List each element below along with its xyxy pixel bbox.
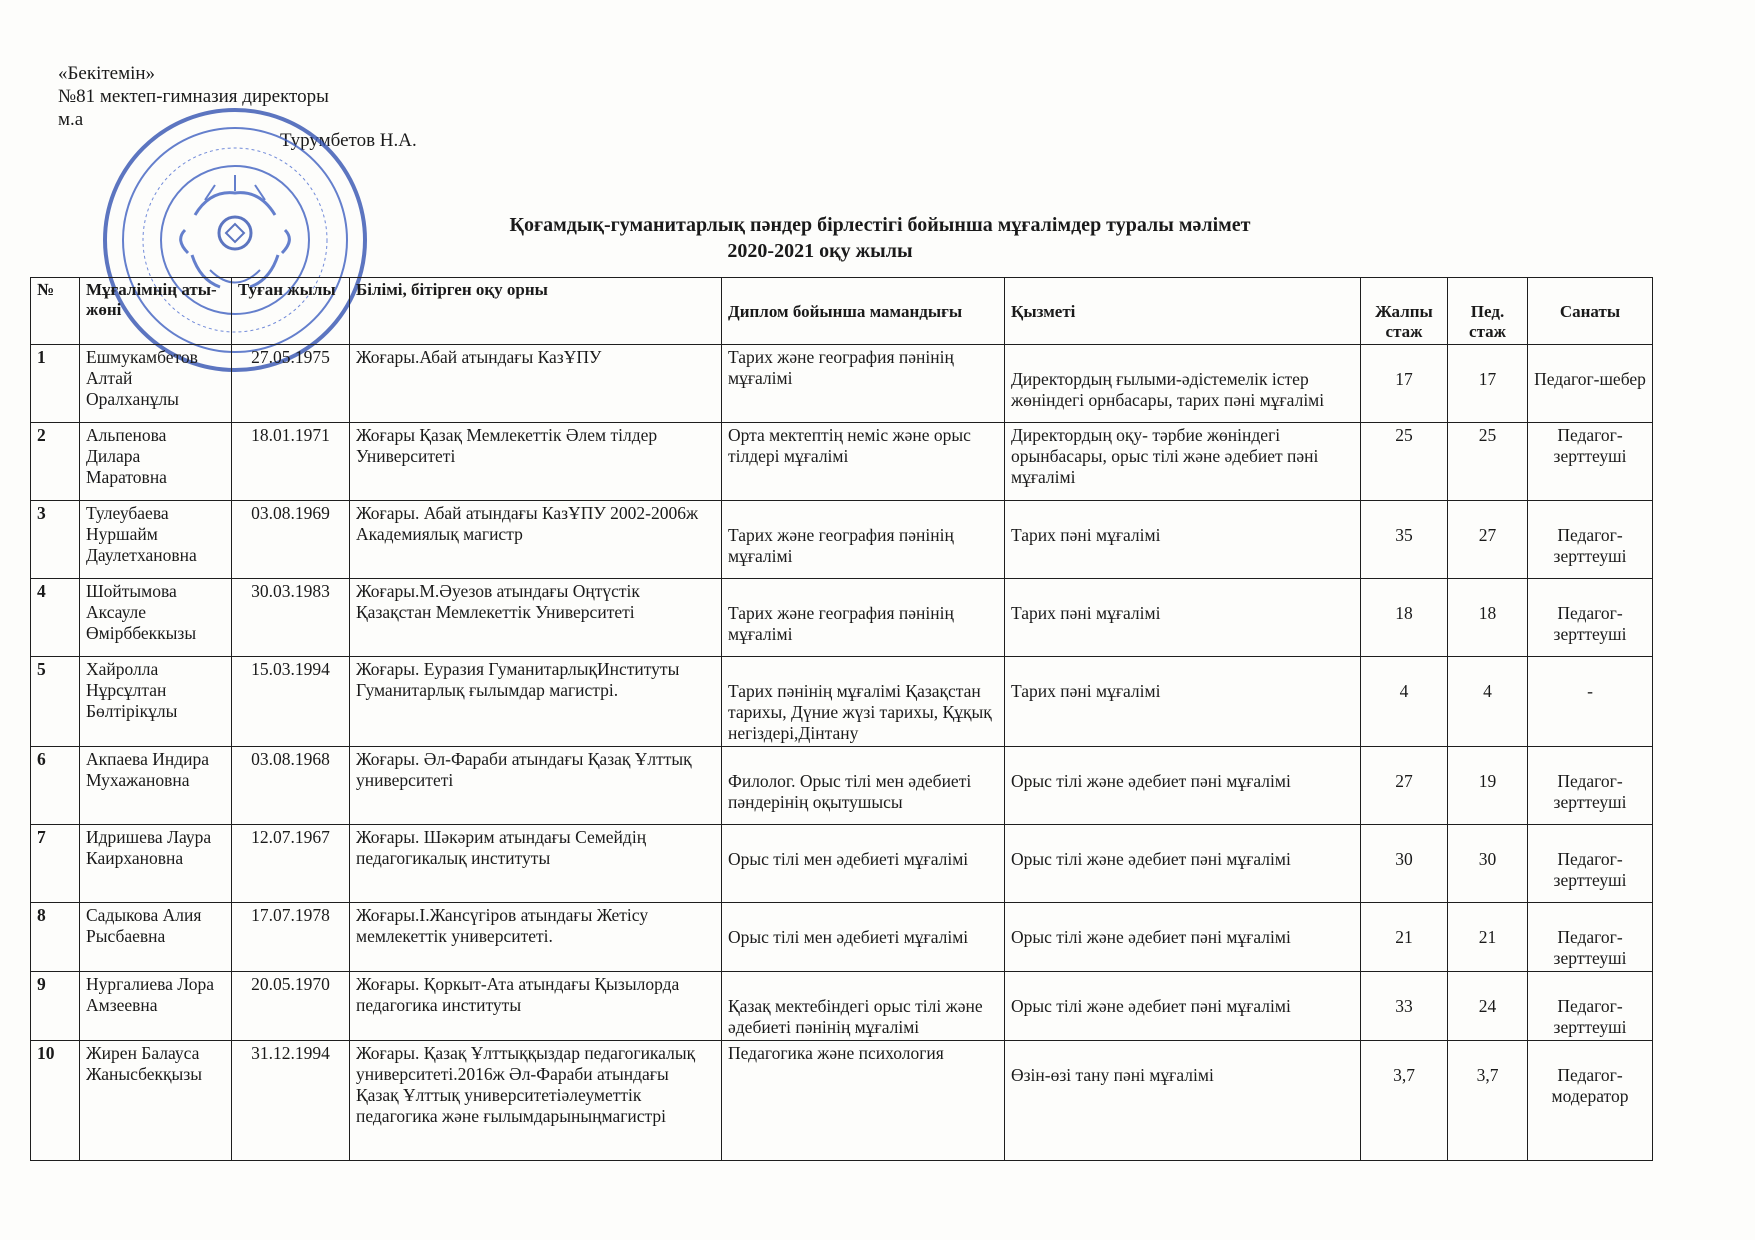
table-row (31, 1041, 1653, 1161)
cell-num: 5 (31, 657, 80, 747)
header-num: № (31, 278, 80, 345)
table-row (31, 579, 1653, 657)
table-row (31, 423, 1653, 501)
cell-total-experience: 25 (1361, 423, 1448, 501)
cell-specialty: Орта мектептің неміс және орыс тілдері мұғалімі (722, 423, 1005, 501)
cell-education: Жоғары. Әл-Фараби атындағы Қазақ Ұлттық университеті (350, 747, 722, 825)
table-row (31, 747, 1653, 825)
cell-total-experience: 17 (1361, 345, 1448, 423)
cell-specialty: Қазақ мектебіндегі орыс тілі және әдебиеті пәнінің мұғалімі (722, 972, 1005, 1041)
cell-ped-experience: 18 (1448, 579, 1528, 657)
cell-name: Акпаева Индира Мухажановна (80, 747, 232, 825)
cell-num: 10 (31, 1041, 80, 1161)
cell-num: 8 (31, 903, 80, 972)
cell-specialty: Орыс тілі мен әдебиеті мұғалімі (722, 903, 1005, 972)
cell-name: Жирен Балауса Жанысбекқызы (80, 1041, 232, 1161)
cell-education: Жоғары Қазақ Мемлекеттік Әлем тілдер Университеті (350, 423, 722, 501)
cell-position: Орыс тілі және әдебиет пәні мұғалімі (1005, 903, 1361, 972)
cell-position: Орыс тілі және әдебиет пәні мұғалімі (1005, 747, 1361, 825)
cell-total-experience: 35 (1361, 501, 1448, 579)
cell-category: Педагог-зерттеуші (1528, 972, 1653, 1041)
cell-ped-experience: 3,7 (1448, 1041, 1528, 1161)
header-specialty: Диплом бойынша мамандығы (722, 278, 1005, 345)
cell-category: Педагог-зерттеуші (1528, 501, 1653, 579)
cell-specialty: Тарих пәнінің мұғалімі Қазақстан тарихы, Дүние жүзі тарихы, Құқық негіздері,Дінтану (722, 657, 1005, 747)
cell-position: Тарих пәні мұғалімі (1005, 579, 1361, 657)
cell-specialty: Тарих және география пәнінің мұғалімі (722, 579, 1005, 657)
cell-year: 31.12.1994 (232, 1041, 350, 1161)
cell-category: Педагог-модератор (1528, 1041, 1653, 1161)
cell-position: Директордың ғылыми-әдістемелік істер жөніндегі орнбасары, тарих пәні мұғалімі (1005, 345, 1361, 423)
header-position: Қызметі (1005, 278, 1361, 345)
cell-name: Ешмукамбетов Алтай Оралханұлы (80, 345, 232, 423)
header-year: Туған жылы (232, 278, 350, 345)
cell-name: Шойтымова Аксауле Өмірббеккызы (80, 579, 232, 657)
approval-line-1: «Бекітемін» (58, 63, 156, 84)
cell-name: Идришева Лаура Каирхановна (80, 825, 232, 903)
table-row (31, 825, 1653, 903)
approval-line-3: м.а (58, 109, 84, 130)
cell-year: 30.03.1983 (232, 579, 350, 657)
header-category: Санаты (1528, 278, 1653, 345)
cell-education: Жоғары. Шәкәрим атындағы Семейдің педагогикалық институты (350, 825, 722, 903)
cell-total-experience: 21 (1361, 903, 1448, 972)
title-line-1: Қоғамдық-гуманитарлық пәндер бірлестігі бойынша мұғалімдер туралы мәлімет (509, 214, 1251, 236)
cell-specialty: Тарих және география пәнінің мұғалімі (722, 345, 1005, 423)
cell-num: 2 (31, 423, 80, 501)
table-header-row (31, 278, 1653, 345)
table-row (31, 903, 1653, 972)
cell-position: Өзін-өзі тану пәні мұғалімі (1005, 1041, 1361, 1161)
title-line-2: 2020-2021 оқу жылы (727, 240, 913, 262)
cell-num: 1 (31, 345, 80, 423)
cell-ped-experience: 19 (1448, 747, 1528, 825)
cell-specialty: Филолог. Орыс тілі мен әдебиеті пәндерінің оқытушысы (722, 747, 1005, 825)
cell-position: Орыс тілі және әдебиет пәні мұғалімі (1005, 825, 1361, 903)
cell-category: Педагог-зерттеуші (1528, 423, 1653, 501)
cell-category: - (1528, 657, 1653, 747)
cell-category: Педагог-зерттеуші (1528, 903, 1653, 972)
cell-specialty: Педагогика және психология (722, 1041, 1005, 1161)
cell-name: Садыкова Алия Рысбаевна (80, 903, 232, 972)
cell-total-experience: 33 (1361, 972, 1448, 1041)
cell-num: 4 (31, 579, 80, 657)
table-row (31, 501, 1653, 579)
cell-ped-experience: 30 (1448, 825, 1528, 903)
cell-category: Педагог-зерттеуші (1528, 747, 1653, 825)
header-total-experience: Жалпы стаж (1361, 278, 1448, 345)
cell-category: Педагог-зерттеуші (1528, 579, 1653, 657)
cell-total-experience: 3,7 (1361, 1041, 1448, 1161)
approval-line-2: №81 мектеп-гимназия директоры (58, 86, 329, 107)
cell-position: Тарих пәні мұғалімі (1005, 501, 1361, 579)
header-name: Мұғалімнің аты-жөні (80, 278, 232, 345)
cell-name: Хайролла Нұрсұлтан Бөлтірікұлы (80, 657, 232, 747)
table-row (31, 972, 1653, 1041)
teachers-table (30, 277, 1653, 1161)
table-row (31, 657, 1653, 747)
cell-year: 15.03.1994 (232, 657, 350, 747)
cell-specialty: Орыс тілі мен әдебиеті мұғалімі (722, 825, 1005, 903)
cell-ped-experience: 4 (1448, 657, 1528, 747)
cell-position: Директордың оқу- тәрбие жөніндегі орынбасары, орыс тілі және әдебиет пәні мұғалімі (1005, 423, 1361, 501)
cell-education: Жоғары. Еуразия ГуманитарлықИнституты Гуманитарлық ғылымдар магистрі. (350, 657, 722, 747)
cell-category: Педагог-зерттеуші (1528, 825, 1653, 903)
cell-education: Жоғары. Қазақ Ұлттыққыздар педагогикалық университеті.2016ж Әл-Фараби атындағы Қазақ Ұлттық университетіәлеуметтік педагогика және ғылымдарыныңмагистрі (350, 1041, 722, 1161)
cell-year: 03.08.1968 (232, 747, 350, 825)
cell-name: Альпенова Дилара Маратовна (80, 423, 232, 501)
cell-name: Нургалиева Лора Амзеевна (80, 972, 232, 1041)
cell-total-experience: 18 (1361, 579, 1448, 657)
cell-total-experience: 4 (1361, 657, 1448, 747)
cell-year: 20.05.1970 (232, 972, 350, 1041)
cell-num: 3 (31, 501, 80, 579)
director-name: Турумбетов Н.А. (280, 130, 417, 151)
cell-total-experience: 27 (1361, 747, 1448, 825)
header-education: Білімі, бітірген оқу орны (350, 278, 722, 345)
cell-ped-experience: 21 (1448, 903, 1528, 972)
cell-num: 6 (31, 747, 80, 825)
cell-name: Тулеубаева Нуршайм Даулетхановна (80, 501, 232, 579)
cell-ped-experience: 17 (1448, 345, 1528, 423)
cell-num: 9 (31, 972, 80, 1041)
cell-position: Тарих пәні мұғалімі (1005, 657, 1361, 747)
header-ped-experience: Пед. стаж (1448, 278, 1528, 345)
cell-ped-experience: 27 (1448, 501, 1528, 579)
cell-year: 12.07.1967 (232, 825, 350, 903)
cell-category: Педагог-шебер (1528, 345, 1653, 423)
cell-ped-experience: 25 (1448, 423, 1528, 501)
table-row (31, 345, 1653, 423)
cell-total-experience: 30 (1361, 825, 1448, 903)
cell-ped-experience: 24 (1448, 972, 1528, 1041)
cell-num: 7 (31, 825, 80, 903)
cell-education: Жоғары. Абай атындағы КазҰПУ 2002-2006ж Академиялық магистр (350, 501, 722, 579)
cell-year: 18.01.1971 (232, 423, 350, 501)
cell-education: Жоғары.І.Жансүгіров атындағы Жетісу мемлекеттік университеті. (350, 903, 722, 972)
cell-specialty: Тарих және география пәнінің мұғалімі (722, 501, 1005, 579)
cell-year: 17.07.1978 (232, 903, 350, 972)
cell-education: Жоғары.Абай атындағы КазҰПУ (350, 345, 722, 423)
cell-position: Орыс тілі және әдебиет пәні мұғалімі (1005, 972, 1361, 1041)
document-title (380, 212, 1380, 264)
cell-year: 27.05.1975 (232, 345, 350, 423)
cell-education: Жоғары. Қоркыт-Ата атындағы Қызылорда педагогика институты (350, 972, 722, 1041)
cell-education: Жоғары.М.Әуезов атындағы Оңтүстік Қазақстан Мемлекеттік Университеті (350, 579, 722, 657)
cell-year: 03.08.1969 (232, 501, 350, 579)
